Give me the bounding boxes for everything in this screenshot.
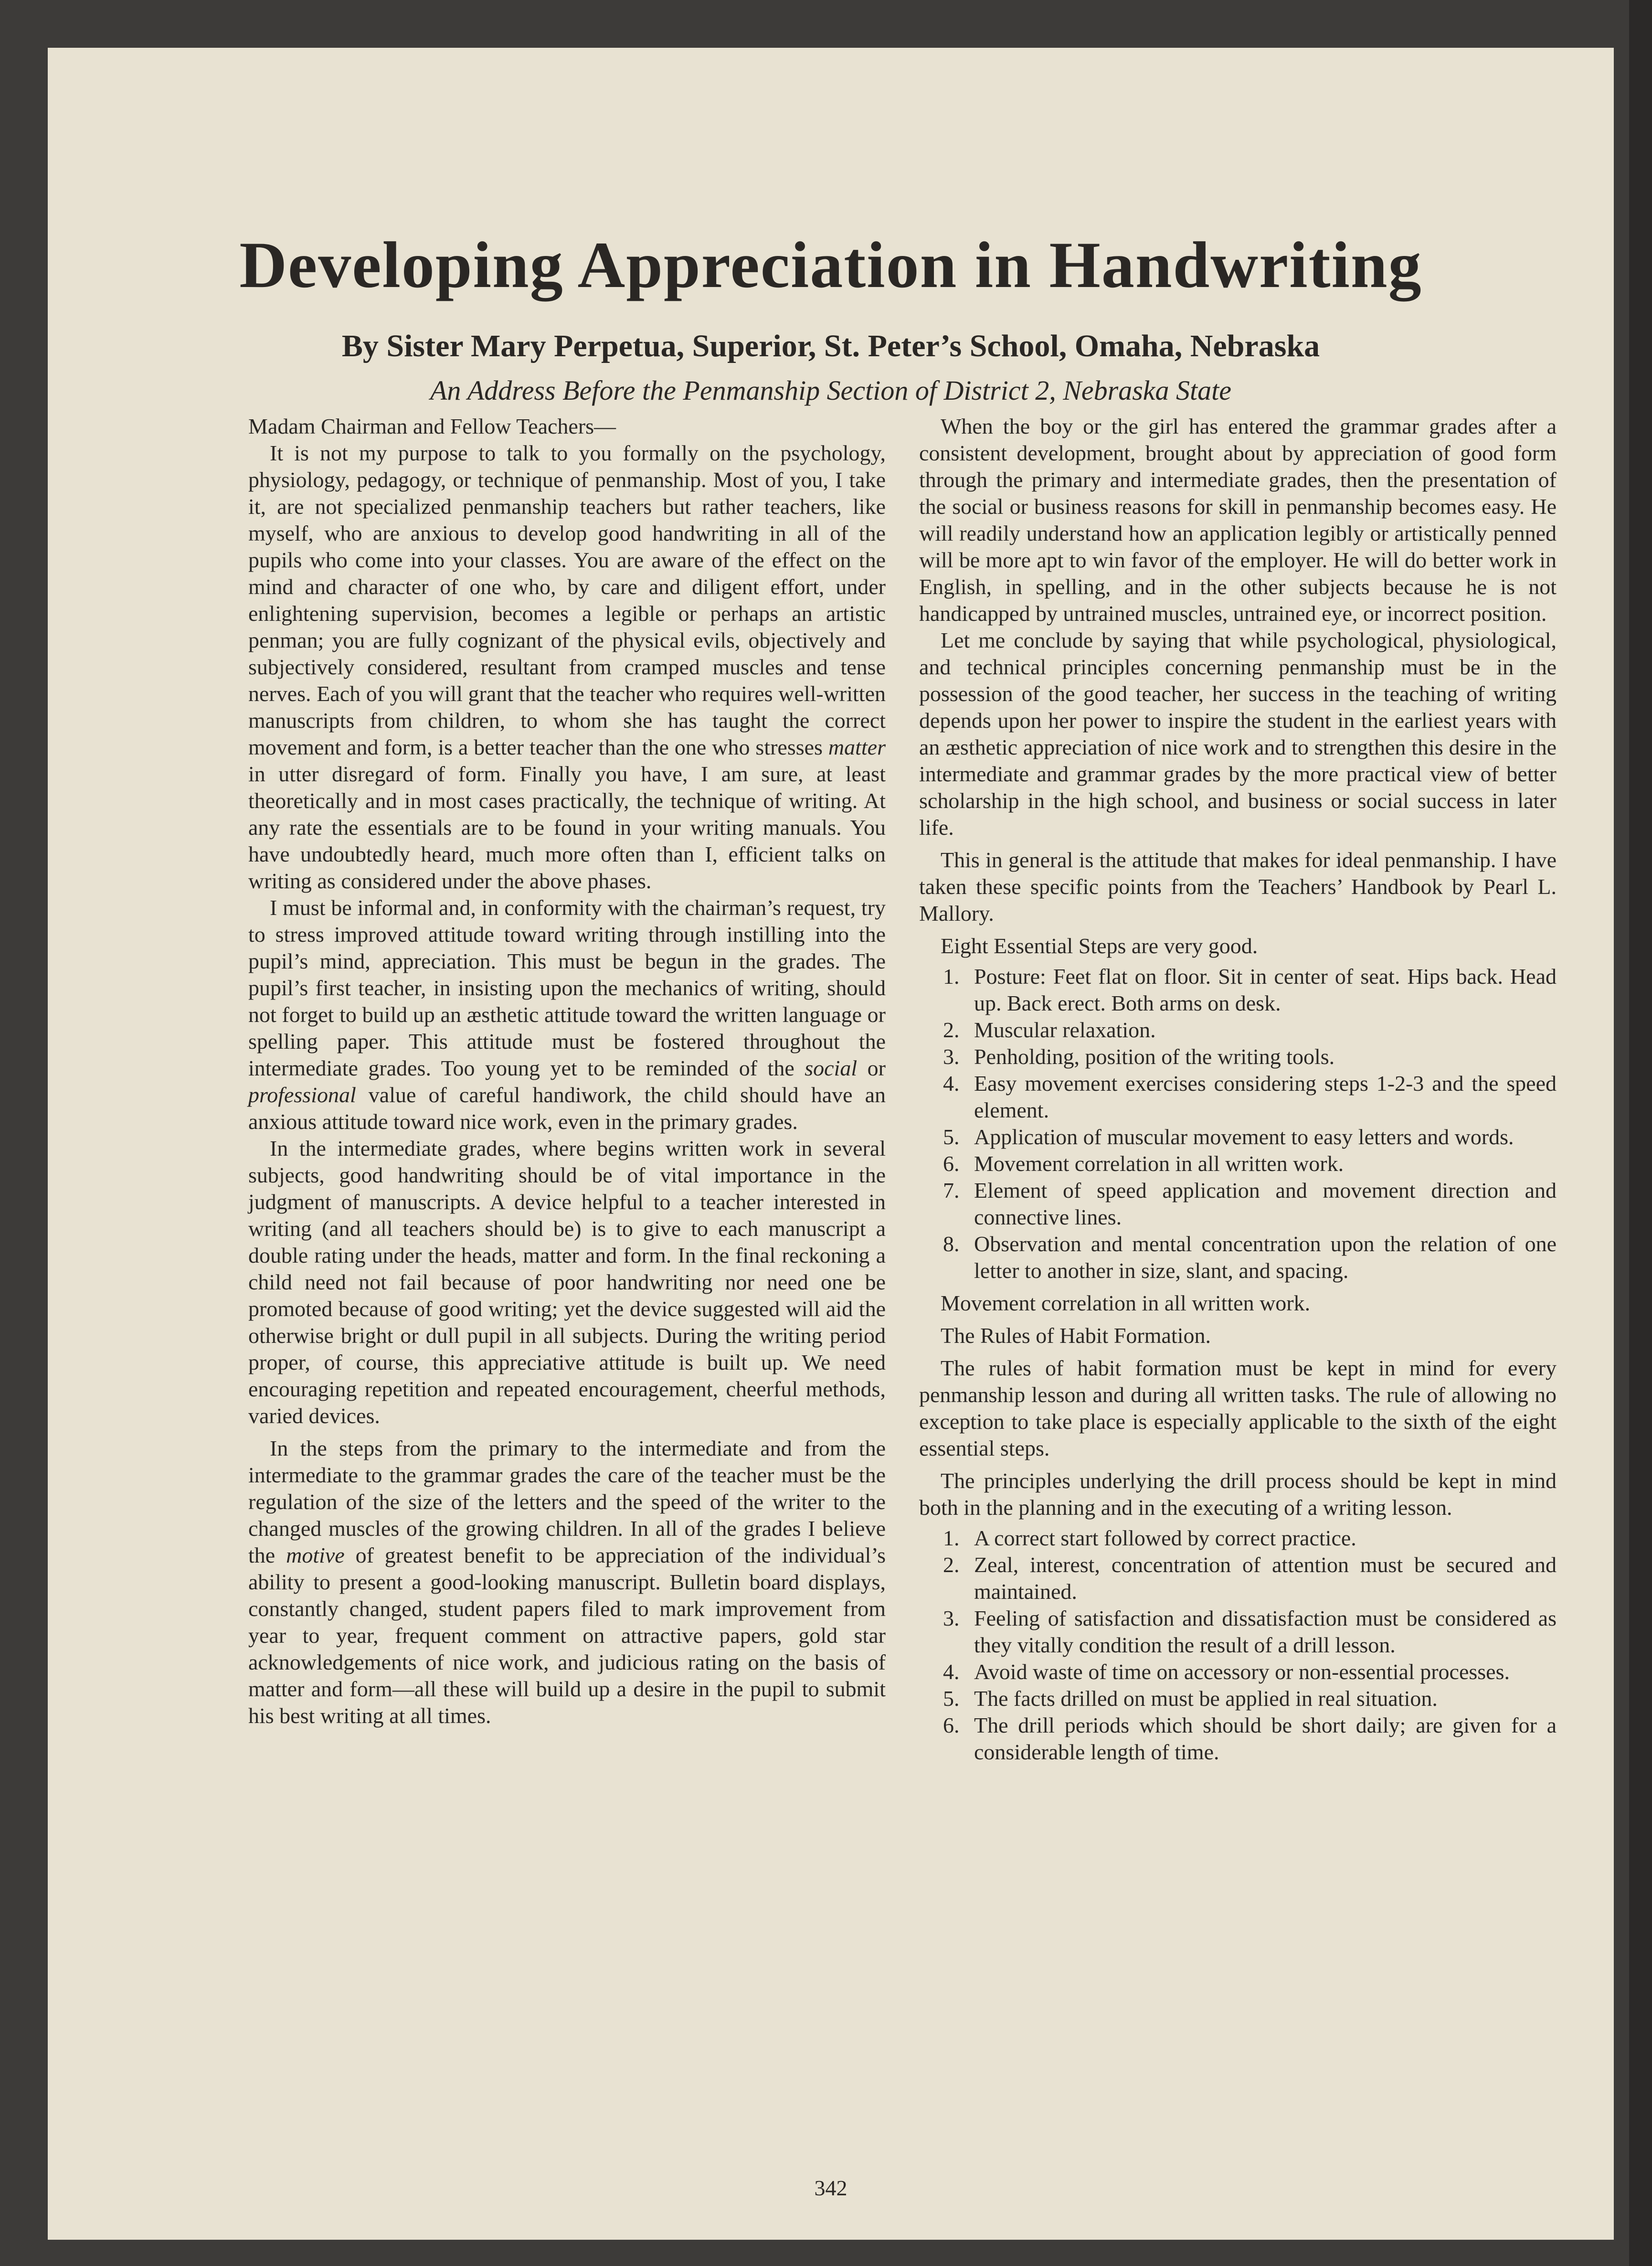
article-title: Developing Appreciation in Handwriting <box>239 228 1422 301</box>
list-item: 6. The drill periods which should be short daily; are given for a considerable length of time. <box>943 1713 1557 1764</box>
paragraph: It is not my purpose to talk to you formally on the psychology, physiology, pedagogy, or technique of penmanship. Most of you, I take it, are not specialized penmanship teachers but rather teachers, like myself, who are anxious to develop good handwriting in all of the pupils who come into your classes. You are aware of the effect on the mind and character of one who, by care and diligent effort, under enlightening supervision, becomes a legible or perhaps an artistic penman; you are fully cognizant of the physical evils, objectively and subjectively considered, resultant from cramped muscles and tense nerves. Each of you will grant that the teacher who requires well-written manuscripts from children, to whom she has taught the correct movement and form, is a better teacher than the one who stresses matter in utter disregard of form. Finally you have, I am sure, at least theoretically and in most cases practically, the technique of writing. At any rate the essentials are to be found in your writing manuals. You have undoubtedly heard, much more often than I, efficient talks on writing as considered under the above phases. <box>248 441 886 893</box>
right-column <box>919 413 1557 1770</box>
paragraph: In the intermediate grades, where begins written work in several subjects, good handwriting should be of vital importance in the judgment of manuscripts. A device helpful to a teacher interested in writing (and all teachers should be) is to give to each manuscript a double rating under the heads, matter and form. In the final reckoning a child need not fail because of poor handwriting nor need one be promoted because of good writing; yet the device suggested will aid the otherwise bright or dull pupil in all subjects. During the writing period proper, of course, this appreciative attitude is built up. We need encouraging repetition and repeated encouragement, cheerful methods, varied devices. <box>248 1136 886 1428</box>
essential-steps-list <box>919 963 1557 1284</box>
article-byline: By Sister Mary Perpetua, Superior, St. Peter’s School, Omaha, Nebraska <box>341 329 1320 363</box>
section-heading: The Rules of Habit Formation. <box>941 1323 1211 1348</box>
article-subtitle: An Address Before the Penmanship Section of District 2, Nebraska State <box>430 375 1231 406</box>
paragraph: The principles underlying the drill process should be kept in mind both in the planning and in the executing of a writing lesson. <box>919 1468 1557 1520</box>
paragraph: When the boy or the girl has entered the grammar grades after a consistent development, brought about by appreciation of good form through the primary and intermediate grades, then the presentation of the social or business reasons for skill in penmanship becomes easy. He will readily understand how an application legibly or artistically penned will be more apt to win favor of the employer. He will do better work in English, in spelling, and in the other subjects because he is not handicapped by untrained muscles, untrained eye, or incorrect position. <box>919 414 1557 626</box>
paragraph: I must be informal and, in conformity with the chairman’s request, try to stress improved attitude toward writing through instilling into the pupil’s mind, appreciation. This must be begun in the grades. The pupil’s first teacher, in insisting upon the mechanics of writing, should not forget to build up an æsthetic attitude toward the written language or spelling paper. This attitude must be fostered throughout the intermediate grades. Too young yet to be reminded of the social or professional value of careful handiwork, the child should have an anxious attitude toward nice work, even in the primary grades. <box>248 895 886 1134</box>
page-number: 342 <box>814 2176 847 2200</box>
list-item: 8. Observation and mental concentration upon the relation of one letter to another in size, slant, and spacing. <box>943 1232 1557 1283</box>
paragraph: The rules of habit formation must be kept in mind for every penmanship lesson and during all written tasks. The rule of allowing no exception to take place is especially applicable to the sixth of the eight essential steps. <box>919 1356 1557 1460</box>
list-item: 5. The facts drilled on must be applied in real situation. <box>943 1686 1438 1711</box>
list-item: 4. Easy movement exercises considering steps 1-2-3 and the speed element. <box>943 1071 1557 1122</box>
steps-intro: Eight Essential Steps are very good. <box>941 934 1258 958</box>
list-item: 1. A correct start followed by correct practice. <box>943 1526 1356 1550</box>
list-item: 6. Movement correlation in all written work. <box>943 1151 1344 1176</box>
list-item: 4. Avoid waste of time on accessory or non-essential processes. <box>943 1660 1510 1684</box>
paragraph: In the steps from the primary to the intermediate and from the intermediate to the grammar grades the care of the teacher must be the regulation of the size of the letters and the speed of the writer to the changed muscles of the growing children. In all of the grades I believe the motive of greatest benefit to be appreciation of the individual’s ability to present a good-looking manuscript. Bulletin board displays, constantly changed, student papers filed to mark improvement from year to year, frequent comment on attractive papers, gold star acknowledgements of nice work, and judicious rating on the basis of matter and form—all these will build up a desire in the pupil to submit his best writing at all times. <box>248 1436 886 1728</box>
list-item: 1. Posture: Feet flat on floor. Sit in center of seat. Hips back. Head up. Back erect. Both arms on desk. <box>943 964 1557 1015</box>
list-item: 7. Element of speed application and movement direction and connective lines. <box>943 1178 1557 1229</box>
adjacent-page-edge <box>1629 0 1652 2266</box>
list-item: 2. Muscular relaxation. <box>943 1018 1156 1042</box>
left-column <box>248 413 886 1729</box>
document-page <box>48 48 1614 2240</box>
paragraph: This in general is the attitude that makes for ideal penmanship. I have taken these specific points from the Teachers’ Handbook by Pearl L. Mallory. <box>919 848 1557 926</box>
paragraph: Let me conclude by saying that while psychological, physiological, and technical principles concerning penmanship must be in the possession of the good teacher, her success in the teaching of writing depends upon her power to inspire the student in the earliest years with an æsthetic appreciation of nice work and to strengthen this desire in the intermediate and grammar grades by the more practical view of better scholarship in the high school, and business or social success in later life. <box>919 628 1557 840</box>
list-item: 3. Feeling of satisfaction and dissatisfaction must be considered as they vitally condition the result of a drill lesson. <box>943 1606 1557 1657</box>
drill-principles-list <box>919 1525 1557 1766</box>
list-item: 2. Zeal, interest, concentration of attention must be secured and maintained. <box>943 1553 1557 1604</box>
paragraph: Movement correlation in all written work. <box>941 1291 1311 1315</box>
list-item: 3. Penholding, position of the writing tools. <box>943 1044 1335 1069</box>
list-item: 5. Application of muscular movement to easy letters and words. <box>943 1125 1514 1149</box>
salutation: Madam Chairman and Fellow Teachers— <box>248 414 616 438</box>
